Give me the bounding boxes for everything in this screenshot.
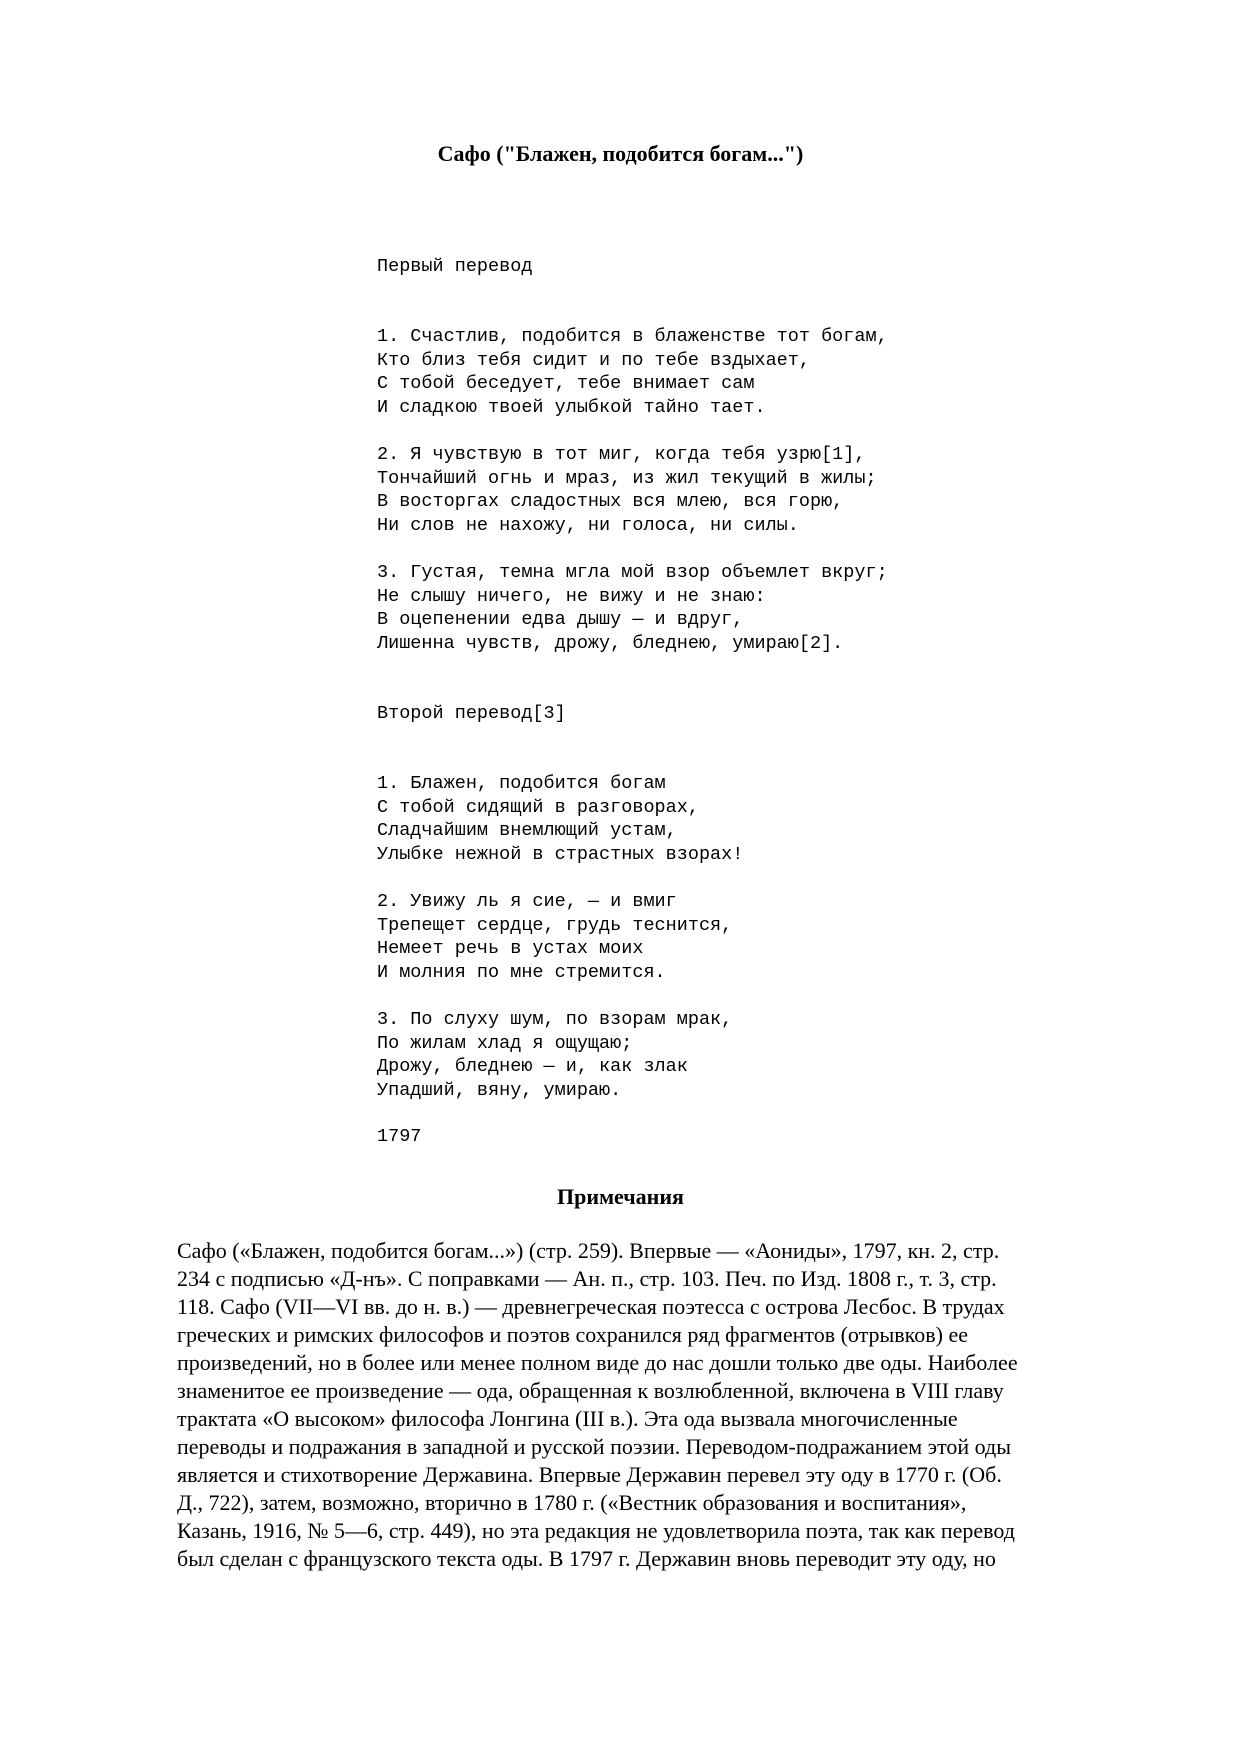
verse-line: Кто близ тебя сидит и по тебе вздыхает, [377, 349, 810, 371]
verse-line: Тончайший огнь и мраз, из жил текущий в жилы; [377, 467, 877, 489]
document-title: Сафо ("Блажен, подобится богам...") [437, 141, 804, 166]
verse-line: Дрожу, бледнею — и, как злак [377, 1056, 688, 1077]
second-translation-heading: Второй перевод[3] [377, 703, 566, 724]
verse-line: 2. Я чувствую в тот миг, когда тебя узрю[1], [377, 444, 866, 465]
verse-line: 3. По слуху шум, по взорам мрак, [377, 1009, 733, 1030]
verse-line: По жилам хлад я ощущаю; [377, 1032, 633, 1054]
second-translation-stanza-1 [377, 772, 743, 866]
verse-line: 3. Густая, темна мгла мой взор объемлет вкруг; [377, 562, 888, 583]
verse-line: Лишенна чувств, дрожу, бледнею, умираю[2]. [377, 632, 844, 654]
verse-line: Упадший, вяну, умираю. [377, 1079, 622, 1101]
verse-line: Не слышу ничего, не вижу и не знаю: [377, 585, 766, 607]
notes-line: Сафо («Блажен, подобится богам...») (стр. 259). Впервые — «Аониды», 1797, кн. 2, стр. [177, 1238, 1000, 1263]
verse-line: Трепещет сердце, грудь теснится, [377, 914, 733, 936]
poem-year: 1797 [377, 1126, 422, 1147]
notes-line: трактата «О высоком» философа Лонгина (III в.). Эта ода вызвала многочисленные [177, 1406, 958, 1431]
first-translation-stanza-3 [377, 561, 888, 655]
verse-line: Ни слов не нахожу, ни голоса, ни силы. [377, 514, 799, 536]
verse-line: 2. Увижу ль я сие, — и вмиг [377, 891, 677, 912]
verse-line: В оцепенении едва дышу — и вдруг, [377, 609, 744, 630]
verse-line: Улыбке нежной в страстных взорах! [377, 843, 744, 865]
first-translation-heading: Первый перевод [377, 256, 533, 277]
notes-line: Казань, 1916, № 5—6, стр. 449), но эта редакция не удовлетворила поэта, так как перевод [177, 1518, 1015, 1543]
first-translation-stanza-1 [377, 325, 888, 419]
verse-line: 1. Счастлив, подобится в блаженстве тот богам, [377, 326, 888, 347]
verse-line: Сладчайшим внемлющий устам, [377, 820, 677, 841]
verse-line: С тобой сидящий в разговорах, [377, 796, 699, 818]
notes-line: греческих и римских философов и поэтов сохранился ряд фрагментов (отрывков) ее [177, 1322, 969, 1347]
verse-line: И сладкою твоей улыбкой тайно тает. [377, 396, 766, 418]
notes-line: 234 с подписью «Д-нъ». С поправками — Ан. п., стр. 103. Печ. по Изд. 1808 г., т. 3, стр. [177, 1266, 997, 1291]
verse-line: В восторгах сладостных вся млею, вся горю, [377, 491, 844, 512]
verse-line: Немеет речь в устах моих [377, 938, 644, 959]
first-translation-stanza-2 [377, 443, 877, 537]
notes-line: 118. Сафо (VII—VI вв. до н. в.) — древнегреческая поэтесса с острова Лесбос. В трудах [177, 1294, 1005, 1319]
verse-line: 1. Блажен, подобится богам [377, 773, 666, 794]
notes-line: произведений, но в более или менее полном виде до нас дошли только две оды. Наиболее [177, 1350, 1018, 1375]
verse-line: С тобой беседует, тебе внимает сам [377, 373, 755, 394]
second-translation-stanza-3 [377, 1008, 732, 1102]
notes-line: знаменитое ее произведение — ода, обращенная к возлюбленной, включена в VIII главу [177, 1378, 1004, 1403]
notes-body [177, 1237, 1018, 1573]
notes-line: Д., 722), затем, возможно, вторично в 1780 г. («Вестник образования и воспитания», [177, 1490, 967, 1515]
notes-line: был сделан с французского текста оды. В 1797 г. Державин вновь переводит эту оду, но [177, 1546, 996, 1571]
second-translation-stanza-2 [377, 890, 732, 984]
notes-line: является и стихотворение Державина. Впервые Державин перевел эту оду в 1770 г. (Об. [177, 1462, 1002, 1487]
verse-line: И молния по мне стремится. [377, 961, 666, 983]
notes-heading: Примечания [557, 1184, 684, 1209]
notes-line: переводы и подражания в западной и русской поэзии. Переводом-подражанием этой оды [177, 1434, 1012, 1459]
